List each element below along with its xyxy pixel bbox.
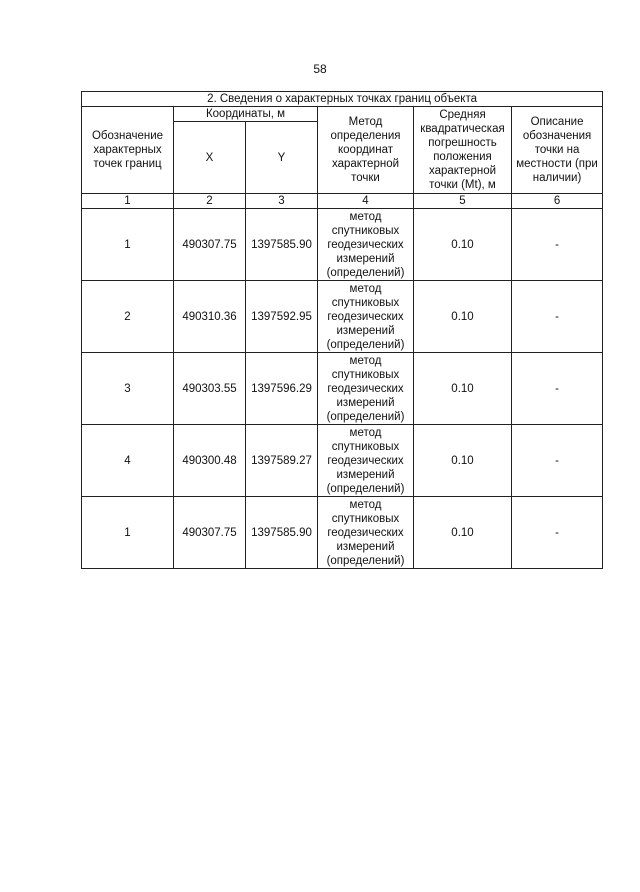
column-number: 2 bbox=[174, 194, 246, 209]
header-error: Средняя квадратическая погрешность положения характерной точки (Mt), м bbox=[414, 107, 512, 194]
cell-point: 1 bbox=[82, 209, 174, 281]
cell-method: метод спутниковых геодезических измерений (определений) bbox=[318, 353, 414, 425]
column-number: 1 bbox=[82, 194, 174, 209]
cell-method: метод спутниковых геодезических измерений (определений) bbox=[318, 497, 414, 569]
header-description: Описание обозначения точки на местности (при наличии) bbox=[512, 107, 603, 194]
cell-error: 0.10 bbox=[414, 497, 512, 569]
cell-x: 490307.75 bbox=[174, 209, 246, 281]
cell-point: 4 bbox=[82, 425, 174, 497]
header-coordinates: Координаты, м bbox=[174, 107, 318, 122]
column-numbers-row bbox=[82, 194, 603, 209]
table-row bbox=[82, 497, 603, 569]
cell-y: 1397585.90 bbox=[246, 497, 318, 569]
header-method: Метод определения координат характерной точки bbox=[318, 107, 414, 194]
cell-x: 490300.48 bbox=[174, 425, 246, 497]
table-title-row bbox=[82, 92, 603, 107]
table-row bbox=[82, 281, 603, 353]
cell-x: 490307.75 bbox=[174, 497, 246, 569]
column-number: 4 bbox=[318, 194, 414, 209]
cell-error: 0.10 bbox=[414, 209, 512, 281]
cell-description: - bbox=[512, 209, 603, 281]
column-number: 3 bbox=[246, 194, 318, 209]
table-row bbox=[82, 353, 603, 425]
cell-description: - bbox=[512, 353, 603, 425]
table-row bbox=[82, 209, 603, 281]
table-title: 2. Сведения о характерных точках границ объекта bbox=[82, 92, 603, 107]
cell-y: 1397585.90 bbox=[246, 209, 318, 281]
cell-x: 490310.36 bbox=[174, 281, 246, 353]
cell-method: метод спутниковых геодезических измерений (определений) bbox=[318, 209, 414, 281]
header-point-designation: Обозначение характерных точек границ bbox=[82, 107, 174, 194]
cell-error: 0.10 bbox=[414, 281, 512, 353]
cell-point: 2 bbox=[82, 281, 174, 353]
cell-y: 1397589.27 bbox=[246, 425, 318, 497]
cell-y: 1397592.95 bbox=[246, 281, 318, 353]
cell-y: 1397596.29 bbox=[246, 353, 318, 425]
cell-description: - bbox=[512, 425, 603, 497]
cell-method: метод спутниковых геодезических измерений (определений) bbox=[318, 425, 414, 497]
header-y: Y bbox=[246, 122, 318, 194]
cell-description: - bbox=[512, 281, 603, 353]
cell-error: 0.10 bbox=[414, 425, 512, 497]
cell-method: метод спутниковых геодезических измерений (определений) bbox=[318, 281, 414, 353]
cell-point: 1 bbox=[82, 497, 174, 569]
header-x: X bbox=[174, 122, 246, 194]
cell-error: 0.10 bbox=[414, 353, 512, 425]
table-row bbox=[82, 425, 603, 497]
column-number: 6 bbox=[512, 194, 603, 209]
cell-point: 3 bbox=[82, 353, 174, 425]
cell-description: - bbox=[512, 497, 603, 569]
column-number: 5 bbox=[414, 194, 512, 209]
header-row-1 bbox=[82, 107, 603, 122]
cell-x: 490303.55 bbox=[174, 353, 246, 425]
page-number: 58 bbox=[313, 62, 327, 76]
boundary-points-table bbox=[81, 91, 603, 569]
